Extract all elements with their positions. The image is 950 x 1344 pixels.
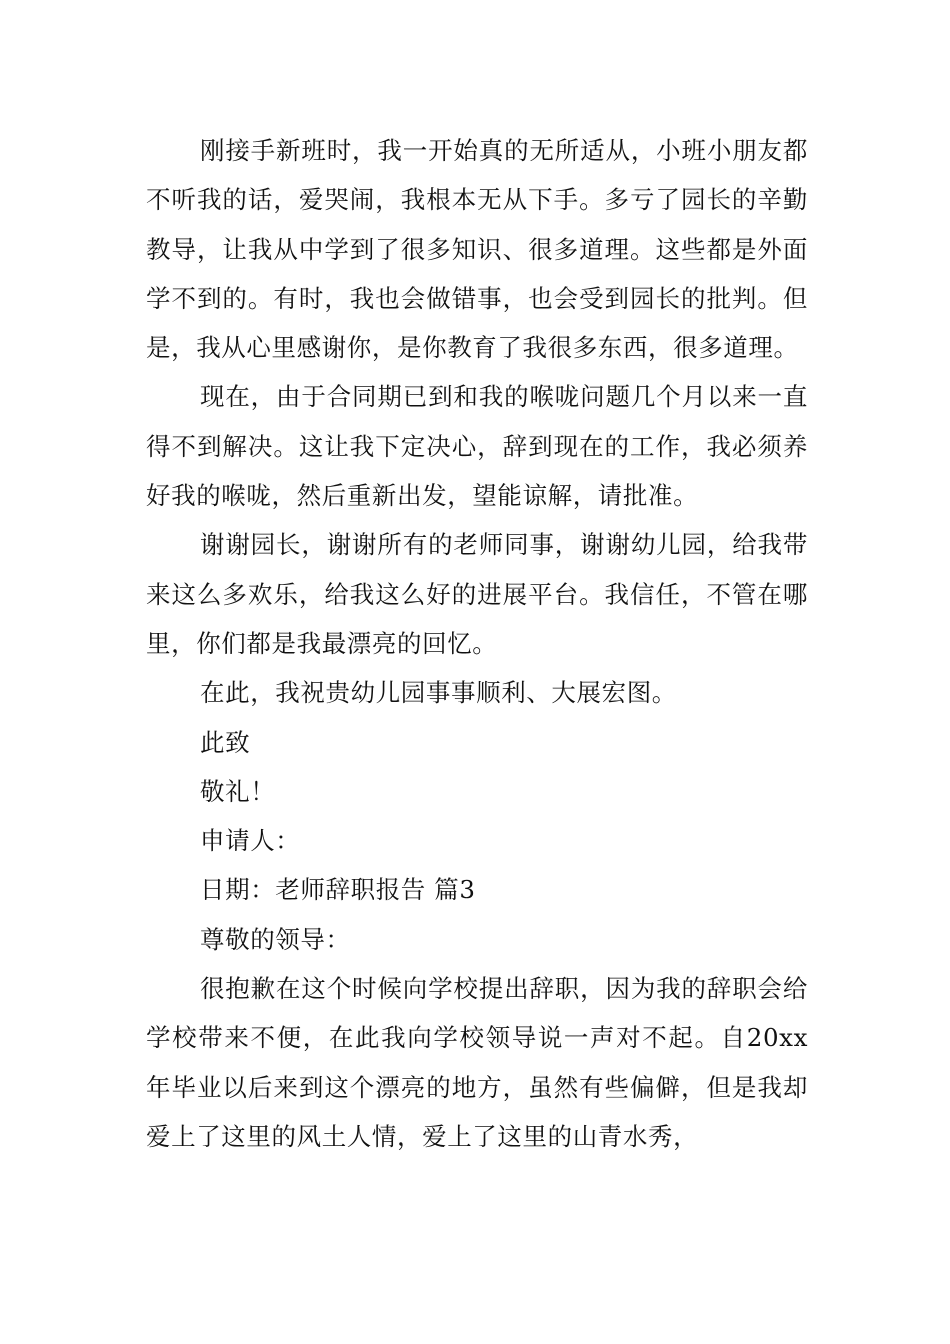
closing-regards: 敬礼！ <box>200 776 276 806</box>
closing-salutation: 此致 <box>200 727 251 757</box>
paragraph-class-experience: 刚接手新班时，我一开始真的无所适从，小班小朋友都不听我的话，爱哭闹，我根本无从下手。多亏了园长的辛勤教导，让我从中学到了很多知识、很多道理。这些都是外面学不到的。有时，我也会做错事，也会受到园长的批判。但是，我从心里感谢你，是你教育了我很多东西，很多道理。 <box>146 136 808 363</box>
document-body <box>146 126 808 1161</box>
date-and-heading-line: 日期：老师辞职报告 篇3 <box>200 875 476 905</box>
letter-greeting: 尊敬的领导： <box>200 924 351 954</box>
paragraph-resignation-reason: 现在，由于合同期已到和我的喉咙问题几个月以来一直得不到解决。这让我下定决心，辞到现在的工作，我必须养好我的喉咙，然后重新出发，望能谅解，请批准。 <box>146 382 808 511</box>
paragraph-wishes: 在此，我祝贵幼儿园事事顺利、大展宏图。 <box>200 678 677 708</box>
applicant-line: 申请人： <box>200 826 301 856</box>
paragraph-apology: 很抱歉在这个时候向学校提出辞职，因为我的辞职会给学校带来不便，在此我向学校领导说一声对不起。自20xx年毕业以后来到这个漂亮的地方，虽然有些偏僻，但是我却爱上了这里的风土人情，爱上了这里的山青水秀， <box>146 974 808 1151</box>
paragraph-thanks: 谢谢园长，谢谢所有的老师同事，谢谢幼儿园，给我带来这么多欢乐，给我这么好的进展平台。我信任，不管在哪里，你们都是我最漂亮的回忆。 <box>146 530 808 658</box>
